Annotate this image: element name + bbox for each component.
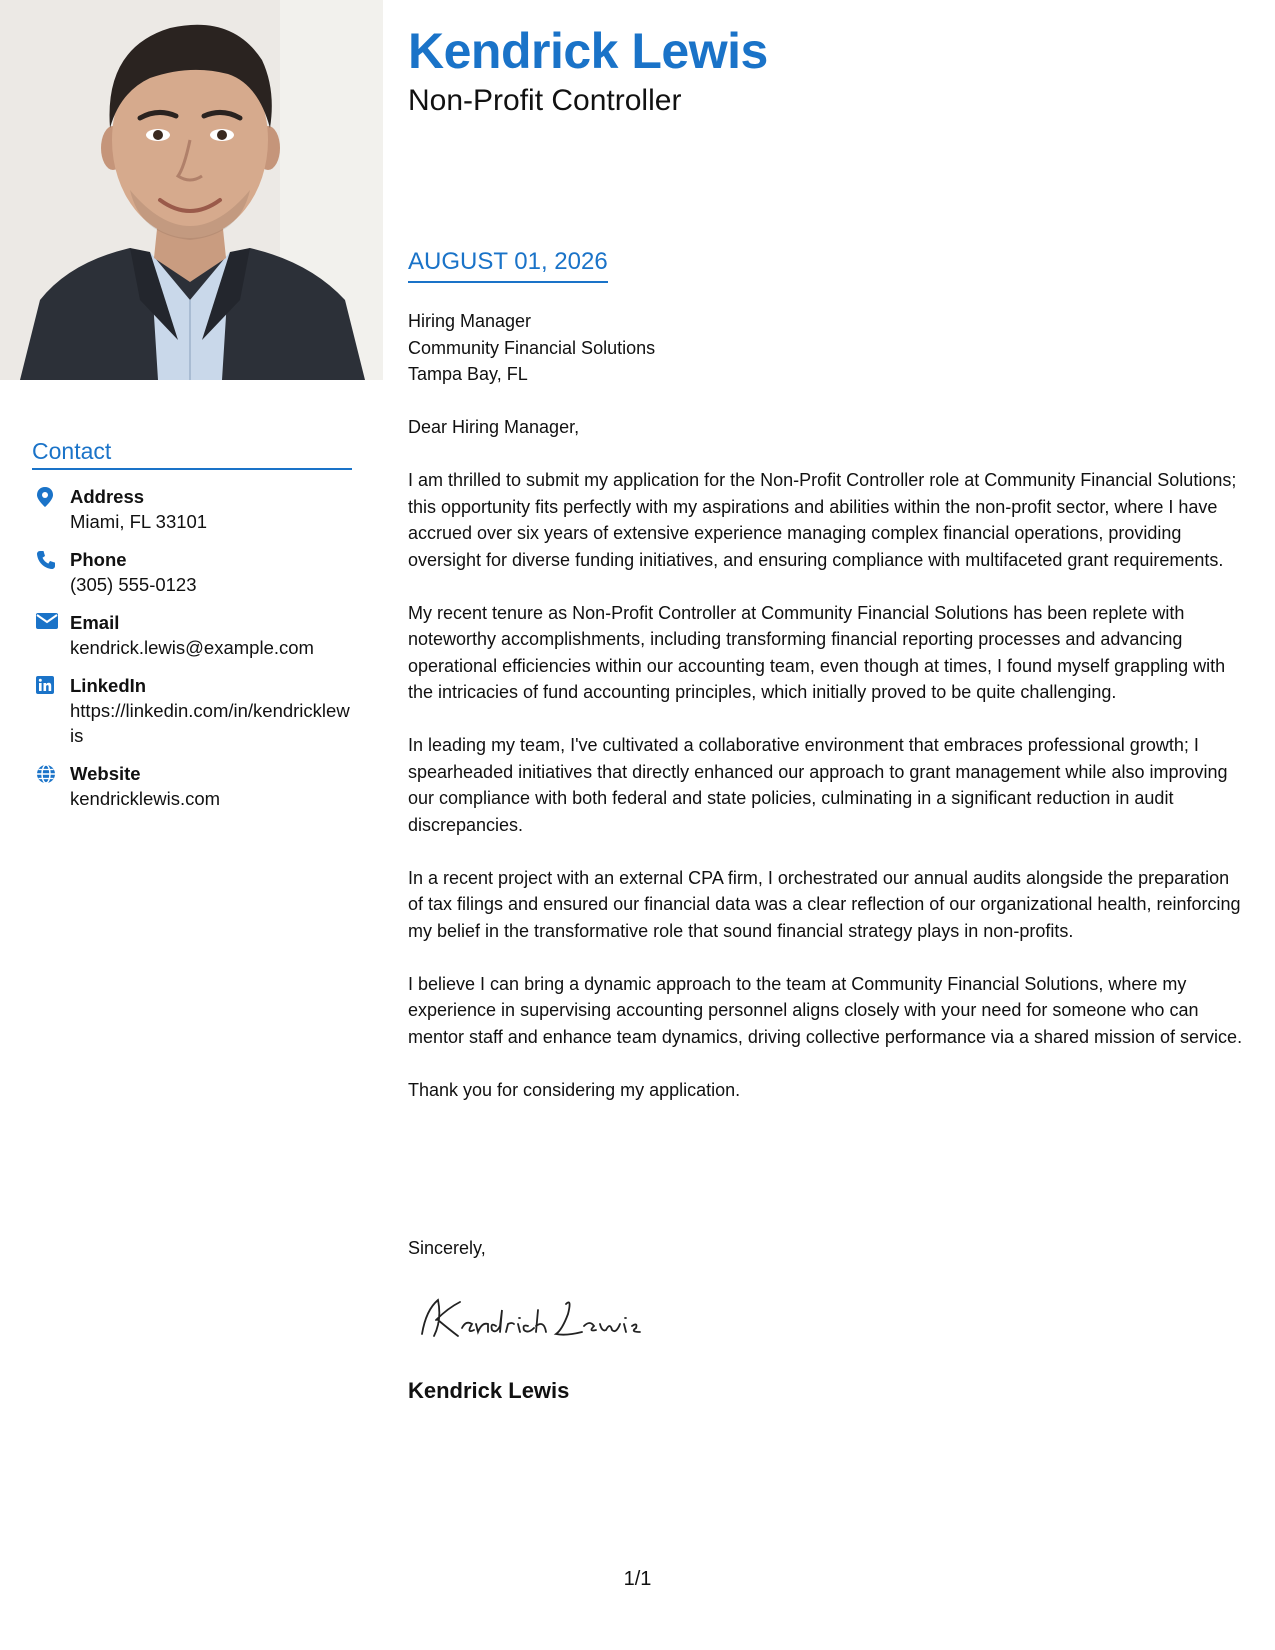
letter-paragraph: In leading my team, I've cultivated a collaborative environment that embraces professional growth; I spearheaded initiatives that directly enhanced our approach to grant management while also improving our compliance with both federal and state policies, culminating in a significant reduction in audit discrepancies.	[408, 735, 1228, 835]
contact-heading: Contact	[32, 438, 352, 470]
handwritten-signature	[416, 1290, 676, 1346]
website-value[interactable]: kendricklewis.com	[70, 788, 221, 809]
contact-section	[32, 438, 352, 824]
contact-item-address	[32, 484, 352, 534]
contact-item-linkedin	[32, 673, 352, 748]
recipient-line: Community Financial Solutions	[408, 337, 656, 358]
website-label: Website	[70, 763, 141, 784]
phone-label: Phone	[70, 549, 127, 570]
address-label: Address	[70, 486, 145, 507]
letter-paragraph: In a recent project with an external CPA firm, I orchestrated our annual audits alongside the preparation of tax filings and ensured our financial data was a clear reflection of our organizational health, reinforcing my belief in the transformative role that sound financial strategy plays in non-profits.	[408, 867, 1241, 941]
recipient-block	[408, 308, 655, 388]
email-value[interactable]: kendrick.lewis@example.com	[70, 637, 314, 658]
linkedin-icon	[32, 673, 70, 699]
linkedin-label: LinkedIn	[70, 675, 147, 696]
letter-paragraph: I am thrilled to submit my application for the Non-Profit Controller role at Community Financial Solutions; this opportunity fits perfectly with my aspirations and abilities within the non-profit sector, where I have accrued over six years of extensive experience managing complex financial operations, providing oversight for diverse funding initiatives, and ensuring compliance with multifaceted grant requirements.	[408, 470, 1237, 570]
letter-date: AUGUST 01, 2026	[408, 248, 608, 283]
linkedin-value[interactable]: https://linkedin.com/in/kendricklewis	[70, 700, 350, 746]
contact-item-phone	[32, 547, 352, 597]
email-label: Email	[70, 612, 120, 633]
recipient-line: Hiring Manager	[408, 311, 532, 331]
sidebar	[0, 0, 383, 1650]
applicant-name: Kendrick Lewis	[408, 23, 768, 79]
phone-icon	[32, 547, 70, 575]
globe-icon	[32, 761, 70, 789]
address-value: Miami, FL 33101	[70, 511, 208, 532]
contact-item-email	[32, 610, 352, 660]
thanks-line: Thank you for considering my application.	[408, 1079, 741, 1100]
phone-value: (305) 555-0123	[70, 574, 197, 595]
signer-name: Kendrick Lewis	[408, 1378, 570, 1403]
profile-photo	[0, 0, 383, 380]
location-pin-icon	[32, 484, 70, 512]
page-number: 1/1	[623, 1568, 652, 1590]
salutation: Dear Hiring Manager,	[408, 417, 580, 437]
letter-body	[408, 414, 1244, 1130]
job-title: Non-Profit Controller	[408, 84, 682, 117]
portrait-illustration	[0, 0, 383, 380]
letter-paragraph: I believe I can bring a dynamic approach to the team at Community Financial Solutions, where my experience in supervising accounting personnel aligns closely with your need for someone who can mentor staff and enhance team dynamics, driving collective performance via a shared mission of service.	[408, 973, 1243, 1047]
closing: Sincerely,	[408, 1238, 486, 1258]
recipient-line: Tampa Bay, FL	[408, 364, 528, 384]
letter-paragraph: My recent tenure as Non-Profit Controller at Community Financial Solutions has been replete with noteworthy accomplishments, including transforming financial reporting processes and advancing operational efficiencies within our accounting team, even though at times, I found myself grappling with the intricacies of fund accounting principles, which initially proved to be quite challenging.	[408, 602, 1226, 702]
contact-item-website	[32, 761, 352, 811]
envelope-icon	[32, 610, 70, 634]
